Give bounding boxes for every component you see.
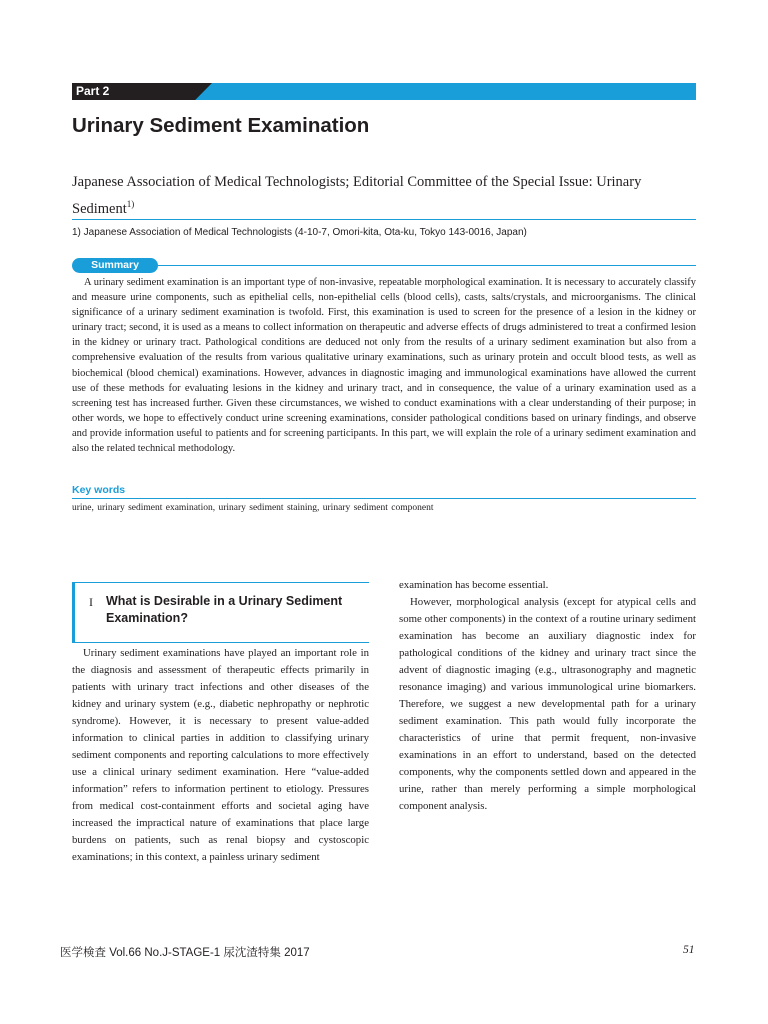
summary-label: Summary [72, 258, 158, 273]
body-column-right-continuation: examination has become essential. [399, 579, 549, 591]
body-column-right: However, morphological analysis (except for atypical cells and some other components) in the context of a routine urinary sediment examination has become an auxiliary diagnostic index for pathological conditions of the kidney and urinary tract since the advent of diagnostic imaging (e.g., ultrasonography and magnetic resonance imaging) and various immunological urine biomarkers. Therefore, we suggest a new developmental path for a urinary sediment examination. This path would fully incorporate the characteristics of urine that permit frequent, non-invasive examinations in an effort to understand, based on the detected components, why the components settled down and appeared in the urine, rather than merely performing a simple morphological component analysis. [399, 596, 696, 812]
author-text: Japanese Association of Medical Technologists; Editorial Committee of the Special Issue: Urinary Sediment [72, 174, 642, 217]
section-number: I [89, 595, 93, 609]
keywords-label: Key words [72, 484, 126, 496]
author-line [72, 171, 702, 220]
summary-text: A urinary sediment examination is an important type of non-invasive, repeatable morphological examination. It is necessary to accurately classify and measure urine components, such as epithelial cells, non-epithelial cells (blood cells), casts, salts/crystals, and microorganisms. The clinical significance of a urinary sediment examination is twofold. First, this examination is used to screen for the presence of a lesion in the kidney or urinary tract; second, it is used as a means to collect information on therapeutic and adverse effects of drugs administered to treat a confirmed lesion in the kidney or urinary tract. Pathological conditions are deduced not only from the results of a urinary sediment examination but also from a comprehensive evaluation of the results from various qualitative urinary examinations, such as urinary protein and occult blood tests, as well as biochemical (blood chemical) examinations. However, advances in diagnostic imaging and immunological examinations have allowed the current use of these methods for evaluating lesions in the kidney and urinary tract, and in consequence, the value of a urinary examination used as a screening test has increased further. Given these circumstances, we wished to conduct examinations with a clear understanding of their purpose; in other words, we hope to effectively conduct urine screening examinations, consider pathological conditions based on urinary findings, and observe and provide information useful to patients and for screening participants. In this part, we will explain the role of a urinary sediment examination and also the related technical methodology. [72, 277, 696, 455]
page-number: 51 [683, 944, 695, 956]
section-heading: What is Desirable in a Urinary Sediment Examination? [106, 594, 343, 625]
article-title: Urinary Sediment Examination [72, 114, 370, 137]
body-column-left: Urinary sediment examinations have played an important role in the diagnosis and assessment of therapeutic effects primarily in patients with urinary tract infections and other diseases of the kidney and urinary system (e.g., diabetic nephropathy or nephrotic syndrome). However, it is necessary to present value-added information to clinical parties in addition to classifying urinary sediment components and reporting calculations to more effectively use a clinical urinary sediment examination. Here “value-added information” refers to information pertinent to etiology. Pressures from medical cost-containment efforts and societal aging have increased the impractical nature of examinations that place large burdens on patients, such as renal biopsy and cystoscopic examinations; in this context, a painless urinary sediment [72, 647, 369, 863]
summary-divider [158, 265, 696, 266]
author-superscript: 1) [126, 199, 135, 209]
footer-journal: 医学検査 Vol.66 No.J-STAGE-1 尿沈渣特集 2017 [60, 947, 310, 959]
author-divider [72, 219, 696, 220]
affiliation: 1) Japanese Association of Medical Technologists (4-10-7, Omori-kita, Ota-ku, Tokyo 143-0016, Japan) [72, 227, 527, 238]
keywords-text: urine, urinary sediment examination, urinary sediment staining, urinary sediment component [72, 503, 434, 513]
keywords-divider [72, 498, 696, 499]
part-label: Part 2 [76, 84, 110, 98]
